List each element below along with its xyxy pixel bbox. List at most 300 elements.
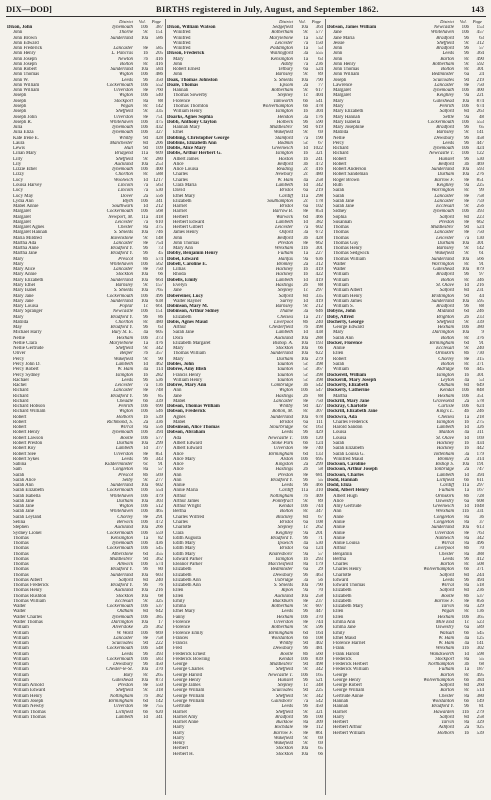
entry-page: 542 (315, 383, 323, 389)
entry-name: Dobb, Anthony Clayton (167, 119, 217, 125)
entry-name: Elizabeth (173, 567, 192, 573)
entry-page: 179 (476, 451, 484, 457)
entry-volume: 7a (303, 699, 308, 704)
entry-name: John Edward (13, 40, 39, 46)
entry-volume: 10a (300, 77, 308, 83)
entry-volume: 2a (303, 462, 308, 468)
entry-volume: 1c (303, 288, 308, 294)
entry-page: 299 (315, 462, 323, 468)
entry-name: Mary (173, 356, 184, 362)
entry-volume: 9b (464, 51, 469, 57)
entry-name: Thomas Albert (13, 577, 43, 583)
entry-name: Elizabeth (333, 593, 352, 599)
entry-volume: 1a (143, 340, 148, 346)
entry-name: Bertha (333, 556, 347, 562)
entry-district: Ulverston (273, 620, 293, 626)
entry-page: 586 (155, 35, 163, 41)
entry-page: 568 (155, 209, 163, 215)
entry-name: Annie Louisa (333, 541, 360, 547)
entry-district: Penrith (439, 103, 454, 109)
entry-volume: 8e (143, 46, 148, 52)
entry-name: Harriet Anne (173, 720, 199, 726)
entry-name: Docker, Florence (327, 340, 363, 346)
entry-volume: 5c (303, 372, 308, 378)
entry-page: 301 (476, 372, 484, 378)
entry-district: Bradford (275, 714, 293, 720)
entry-name: Jessie (333, 40, 345, 46)
entry-name: Dobree, Amy Blish (167, 367, 207, 373)
entry-name: Ann (173, 388, 182, 394)
entry-name: Nellie (13, 335, 25, 341)
entry-page: 240 (155, 577, 163, 583)
entry-district: Carlisle (438, 404, 454, 410)
entry-page: 236 (476, 588, 484, 594)
entry-district: Salford (439, 288, 454, 294)
entry-page: 364 (476, 51, 484, 57)
entry-volume: 9c (303, 88, 308, 94)
entry-name: Thomas William (13, 598, 46, 604)
entry-volume: 7b (143, 693, 148, 699)
entry-district: Leyton (440, 377, 454, 383)
entry-page: 695 (315, 456, 323, 462)
entry-district: L. Pancras (111, 51, 133, 57)
entry-volume: 8e (143, 635, 148, 641)
entry-name: Henry (173, 741, 186, 747)
entry-page: 246 (476, 409, 484, 415)
entry-name: Julia Eliza (13, 130, 34, 136)
entry-page: 70 (479, 546, 484, 552)
entry-volume: 2c (303, 167, 308, 173)
entry-district: Atherstone (111, 551, 133, 557)
entry-volume: 9a (303, 588, 308, 594)
entry-page: 343 (155, 456, 163, 462)
entry-district: Newcastle T. (429, 151, 454, 157)
entry-name: Benjamin (333, 551, 353, 557)
entry-name: Thomas (333, 230, 349, 236)
entry-name: Harold Sandon (333, 425, 363, 431)
entry-district: Hastings (275, 467, 293, 473)
entry-district: Gravesend (432, 398, 454, 404)
entry-volume: 9b (143, 393, 148, 399)
entry-page: 394 (476, 472, 484, 478)
entry-name: Winifred Maud (333, 456, 364, 462)
entry-district: Congleton (433, 519, 454, 525)
entry-district: Bridlington (431, 293, 454, 299)
entry-district: Lambeth (275, 277, 293, 283)
entry-page: 463 (315, 572, 323, 578)
entry-name: Mabel (173, 419, 186, 425)
entry-volume: 1d (143, 446, 148, 452)
entry-district: Wigton (119, 409, 133, 415)
entry-name: Herbert Edward (173, 219, 205, 225)
entry-page: 63 (158, 325, 163, 331)
entry-volume: 1b (464, 419, 469, 425)
entry-name: Joseph (333, 77, 347, 83)
entry-district: Sunderland (110, 572, 133, 578)
entry-volume: 9d (303, 662, 308, 668)
entry-volume: 5c (303, 377, 308, 383)
entry-page: 552 (155, 82, 163, 88)
entry-name: Frank (333, 646, 345, 652)
entry-district: Sunderland (431, 256, 454, 262)
entry-volume: 6a (303, 546, 308, 552)
entry-page: 109 (155, 146, 163, 152)
entry-name: George James (173, 683, 201, 689)
entry-page: 585 (155, 46, 163, 52)
entry-district: Prescot (118, 472, 133, 478)
entry-district: Durham (116, 498, 133, 504)
entry-volume: 8c (143, 103, 148, 109)
entry-name: Dixon, John (7, 25, 33, 30)
entry-name: Herbert (333, 720, 348, 726)
entry-volume: 8a (464, 693, 469, 699)
entry-district: Chester (438, 551, 454, 557)
entry-name: Frederick Herbert (333, 662, 368, 668)
entry-district: Ashby (281, 61, 293, 67)
entry-name: William (333, 277, 349, 283)
entry-volume: 9b (143, 651, 148, 657)
entry-volume: 9b (143, 77, 148, 83)
entry-volume: 1a (303, 35, 308, 41)
entry-volume: 9b (464, 156, 469, 162)
entry-volume: 10b (140, 530, 148, 536)
entry-name: John Henry (333, 61, 356, 67)
entry-district: Barnsley (275, 72, 293, 78)
entry-name: Mary Spranger (13, 309, 43, 315)
entry-page: 445 (476, 367, 484, 373)
entry-name: William (13, 630, 29, 636)
entry-page: 246 (476, 309, 484, 315)
entry-page: 419 (315, 277, 323, 283)
entry-volume: 9c (464, 40, 469, 46)
entry-district: Sheffield (436, 319, 454, 325)
entry-name: Maria Mildred (13, 235, 42, 241)
entry-volume: 7a (143, 182, 148, 188)
entry-volume: 1b (464, 446, 469, 452)
entry-district: Taunton (277, 362, 293, 367)
entry-volume: 10a (300, 340, 308, 346)
entry-name: Jane (333, 30, 342, 36)
entry-name: Elizabeth Margaret (173, 340, 211, 346)
entry-district: Rotherham (271, 88, 293, 94)
entry-volume: 10b (140, 335, 148, 341)
entry-volume: 4a (464, 430, 469, 436)
entry-district: Newport, M. (108, 214, 133, 220)
entry-page: 416 (155, 61, 163, 67)
entry-page: 874 (476, 98, 484, 104)
entry-district: Bedford (277, 161, 293, 167)
entry-volume: 6b (464, 567, 469, 573)
entry-name: Doby, Alfred (327, 314, 354, 320)
entry-volume: 10b (300, 456, 308, 462)
entry-name: Charles (173, 172, 188, 178)
entry-district: Bromley (276, 261, 293, 267)
entry-district: St. Olave (436, 435, 454, 441)
entry-name: Thomas (13, 535, 29, 541)
entry-volume: 8e (303, 209, 308, 215)
entry-name: Winifred (173, 46, 191, 52)
entry-page: 122 (476, 151, 484, 157)
entry-page: 301 (476, 240, 484, 246)
entry-name: Harriet Amy (173, 714, 198, 720)
entry-page: 142 (476, 246, 484, 252)
entry-district: Tynemouth (432, 209, 454, 215)
entry-name: Thomas William (333, 256, 366, 262)
entry-district: Lambeth (436, 425, 454, 431)
entry-district: Middlesbro' (269, 125, 293, 131)
column-header-label: Vol. (138, 19, 146, 24)
entry-name: Arthur James (173, 498, 200, 504)
entry-name: Florence Harriet (333, 641, 366, 647)
entry-page: 9 (481, 330, 484, 336)
entry-name: Dodd, Albert Henry (327, 488, 369, 494)
entry-district: Bradford Y. (110, 251, 133, 257)
entry-district: Wigton (119, 72, 133, 78)
entry-name: Edward Thomas (333, 583, 366, 589)
entry-volume: 10b (140, 130, 148, 136)
entry-name: Elizabeth (333, 588, 352, 594)
entry-district: Tynemouth (432, 146, 454, 152)
entry-name: Dobbs, Arthur Herbert G. (167, 151, 222, 157)
entry-page: 233 (476, 314, 484, 320)
entry-name: Sarah Louisa G. (333, 451, 365, 457)
entry-page: 851 (476, 177, 484, 183)
entry-name: Dobby, Benjamin Henry (167, 251, 218, 257)
entry-page: 608 (476, 498, 484, 504)
entry-district: Lincoln (118, 182, 133, 188)
entry-district: Mile End (435, 620, 454, 626)
entry-page: 325 (155, 598, 163, 604)
entry-page: 88 (318, 393, 323, 399)
entry-page: 750 (476, 230, 484, 236)
register-page (6, 4, 486, 796)
entry-page: 475 (155, 119, 163, 125)
entry-volume: 10b (140, 604, 148, 610)
entry-volume: 6b (303, 440, 308, 446)
entry-page: 111 (316, 419, 323, 425)
entry-name: Thomas Sedgwick (333, 251, 370, 257)
entry-page: 521 (315, 677, 323, 683)
entry-page: 617 (315, 88, 323, 94)
register-columns (6, 19, 486, 795)
entry-district: Darlington (432, 330, 454, 336)
entry-volume: 9b (303, 477, 308, 483)
entry-name: Ada (173, 435, 182, 441)
entry-district: Bolton (440, 67, 454, 73)
entry-name: Thomas Guy (333, 240, 359, 246)
entry-page: 201 (315, 530, 323, 536)
entry-name: John Thomas (173, 240, 200, 246)
entry-volume: 8b (303, 319, 308, 325)
entry-district: Hawarden (433, 709, 454, 715)
entry-volume: 8e (464, 598, 469, 604)
entry-page: 512 (155, 504, 163, 510)
entry-volume: 6a (303, 419, 308, 425)
entry-page: 603 (155, 572, 163, 578)
entry-name: Sarah Ann (13, 483, 34, 489)
entry-district: Wakefield (113, 356, 133, 362)
entry-name: Dobinson, Arthur Sidney (167, 309, 220, 315)
entry-name: Harriet (333, 709, 347, 715)
entry-page: 748 (155, 388, 163, 394)
entry-district: Newcastle T. (268, 672, 293, 678)
entry-name: Sabina (13, 462, 27, 468)
entry-page: 595 (476, 298, 484, 304)
entry-district: Ravenstone (110, 235, 133, 241)
entry-volume: 10a (461, 462, 469, 468)
entry-district: Stepney (277, 525, 293, 531)
entry-volume: 8a (464, 519, 469, 525)
entry-page: 17 (158, 620, 163, 626)
entry-volume: 9d (464, 293, 469, 299)
entry-district: Reading (276, 167, 293, 173)
entry-page: 790 (315, 583, 323, 589)
entry-volume: 9b (464, 272, 469, 278)
entry-name: Margaret (13, 209, 31, 215)
entry-volume: 6a (303, 204, 308, 210)
entry-volume: 1a (303, 46, 308, 52)
entry-district: Greenwich (432, 504, 454, 510)
entry-page: 227 (315, 251, 323, 257)
entry-name: William (13, 635, 29, 641)
entry-name: Thomas (13, 556, 29, 562)
entry-name: Louisa (333, 430, 347, 436)
entry-name: John William (13, 82, 40, 88)
entry-district: Holborn (437, 730, 454, 736)
entry-district: Bury (123, 672, 133, 678)
entry-district: Cockermouth (106, 209, 133, 215)
entry-page: 609 (155, 151, 163, 157)
entry-name: Robert (13, 419, 27, 425)
entry-page: 55 (479, 656, 484, 662)
entry-volume: 8a (303, 720, 308, 726)
entry-district: Rotherham (271, 604, 293, 610)
entry-page: 151 (155, 309, 163, 315)
entry-name: Thomas Rushton (13, 593, 47, 599)
entry-name: George (333, 672, 348, 678)
entry-district: Bolton (119, 61, 133, 67)
entry-volume: 8a (143, 225, 148, 231)
entry-name: John Frederick (13, 46, 43, 52)
entry-district: Middlesbro' (430, 225, 454, 231)
entry-name: Alice (173, 451, 184, 457)
entry-name: Nellie (333, 135, 345, 141)
entry-name: Walter (13, 609, 26, 615)
entry-volume: 10b (140, 93, 148, 99)
entry-volume: 1b (303, 156, 308, 162)
entry-district: Leeds (442, 556, 454, 562)
entry-volume: 8e (464, 530, 469, 536)
entry-volume: 2a (143, 419, 148, 425)
entry-district: Preston (438, 219, 454, 225)
entry-name: Clara (173, 530, 184, 536)
entry-volume: 8d (143, 140, 148, 146)
entry-page: 65 (479, 125, 484, 131)
entry-name: Ethel (173, 130, 184, 136)
entry-page: 746 (155, 230, 163, 236)
entry-page: 362 (155, 556, 163, 562)
entry-district: Marylebone (109, 340, 133, 346)
entry-name: Herbert (173, 746, 188, 752)
entry-district: Brighton (436, 314, 454, 320)
entry-district: Dewsbury (273, 572, 293, 578)
entry-name: John William (333, 72, 360, 78)
entry-page: 590 (315, 119, 323, 125)
entry-volume: 10b (461, 393, 469, 399)
entry-volume: 8d (143, 577, 148, 583)
register-column-3 (326, 19, 486, 795)
entry-district: Bradford Y. (110, 567, 133, 573)
entry-volume: 9c (464, 346, 469, 352)
entry-name: Dockson, Arthur Joseph (327, 467, 378, 473)
entry-name: Harriet (173, 709, 187, 715)
entry-volume: 8c (464, 562, 469, 568)
entry-volume: 8c (143, 672, 148, 678)
entry-district: Barton (440, 562, 454, 568)
entry-page: 80 (158, 567, 163, 573)
entry-page: 141 (476, 130, 484, 136)
entry-district: Bradford Y. (110, 583, 133, 589)
entry-page: 149 (476, 699, 484, 704)
entry-district: Auckland (114, 161, 133, 167)
entry-district: Ashford (438, 725, 454, 731)
entry-district: Warwick (276, 214, 293, 220)
entry-page: 537 (155, 604, 163, 610)
entry-name: William Henry (173, 109, 203, 115)
entry-page: 690 (155, 404, 163, 410)
entry-district: Preston (277, 240, 293, 246)
entry-name: William (333, 283, 349, 289)
entry-page: 244 (476, 572, 484, 578)
entry-volume: 9c (303, 709, 308, 715)
entry-district: Kidderminster (104, 462, 133, 468)
entry-volume: 9c (303, 604, 308, 610)
entry-volume: 2a (143, 193, 148, 199)
entry-page: 750 (476, 82, 484, 88)
entry-name: Thomas (333, 235, 349, 241)
entry-page: 462 (155, 362, 163, 367)
entry-name: Richard (333, 146, 349, 152)
entry-page: 350 (155, 77, 163, 83)
entry-page: 384 (476, 677, 484, 683)
entry-volume: 4a (303, 177, 308, 183)
entry-district: S. Shields (273, 77, 293, 83)
entry-name: Lillias (173, 267, 186, 273)
entry-district: Sunderland (431, 167, 454, 173)
entry-volume: 9c (143, 109, 148, 115)
entry-district: Kendal (278, 656, 293, 662)
entry-name: Florence (173, 620, 191, 626)
entry-name: Ellen (333, 351, 344, 357)
entry-page: 241 (315, 156, 323, 162)
entry-name: Robert Slee (13, 451, 36, 457)
entry-page: 314 (476, 456, 484, 462)
entry-page: 541 (315, 98, 323, 104)
entry-volume: 1d (464, 425, 469, 431)
entry-name: William Thomas (13, 709, 46, 715)
entry-name: Lilian Mary (13, 151, 37, 157)
entry-volume: 10a (300, 351, 308, 357)
entry-district: Whitehaven (109, 493, 133, 499)
entry-volume: 9c (303, 498, 308, 504)
entry-district: King's L. (436, 409, 454, 415)
entry-page: 282 (155, 372, 163, 378)
entry-district: Sunderland (270, 414, 293, 420)
entry-page: 69 (318, 735, 323, 741)
entry-district: Alnwick (117, 562, 133, 568)
entry-district: Sheffield (275, 709, 293, 715)
entry-volume: 10b (140, 493, 148, 499)
